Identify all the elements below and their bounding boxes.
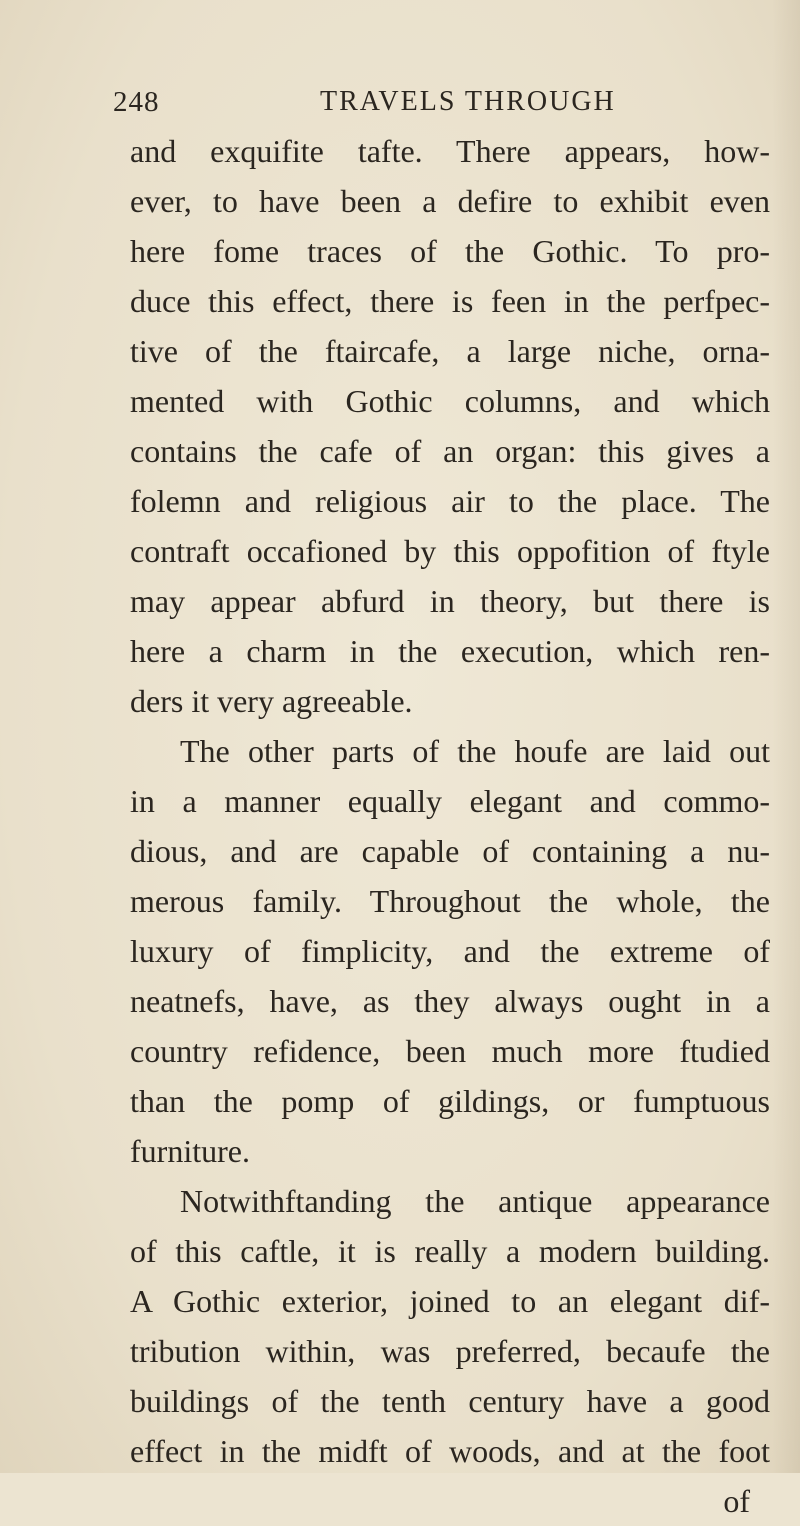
text-line: merous family. Throughout the whole, the xyxy=(130,883,770,919)
text-line: here fome traces of the Gothic. To pro- xyxy=(130,233,770,269)
text-line: ever, to have been a defire to exhibit even xyxy=(130,183,770,219)
page-edge-shadow xyxy=(772,0,800,1473)
text-line: of this caftle, it is really a modern building. xyxy=(130,1233,770,1269)
text-line: and exquifite tafte. There appears, how- xyxy=(130,133,770,169)
catchword: of xyxy=(723,1483,750,1519)
text-line: Notwithftanding the antique appearance xyxy=(180,1183,770,1219)
page-header xyxy=(113,86,673,126)
text-line: duce this effect, there is feen in the perfpec- xyxy=(130,283,770,319)
text-line: tribution within, was preferred, becaufe the xyxy=(130,1333,770,1369)
text-line: in a manner equally elegant and commo- xyxy=(130,783,770,819)
text-line: effect in the midft of woods, and at the foot xyxy=(130,1433,770,1469)
body-text xyxy=(130,126,770,1526)
text-line: ders it very agreeable. xyxy=(130,683,413,719)
text-line: may appear abfurd in theory, but there is xyxy=(130,583,770,619)
text-line: The other parts of the houfe are laid out xyxy=(180,733,770,769)
text-line: contains the cafe of an organ: this gives a xyxy=(130,433,770,469)
text-line: A Gothic exterior, joined to an elegant dif- xyxy=(130,1283,770,1319)
text-line: furniture. xyxy=(130,1133,250,1169)
text-line: dious, and are capable of containing a nu- xyxy=(130,833,770,869)
text-line: here a charm in the execution, which ren- xyxy=(130,633,770,669)
text-line: tive of the ftaircafe, a large niche, orna- xyxy=(130,333,770,369)
text-line: mented with Gothic columns, and which xyxy=(130,383,770,419)
running-head: TRAVELS THROUGH xyxy=(320,86,616,117)
text-line: neatnefs, have, as they always ought in a xyxy=(130,983,770,1019)
text-line: luxury of fimplicity, and the extreme of xyxy=(130,933,770,969)
page-number: 248 xyxy=(113,86,160,118)
text-line: country refidence, been much more ftudied xyxy=(130,1033,770,1069)
text-line: folemn and religious air to the place. The xyxy=(130,483,770,519)
text-line: than the pomp of gildings, or fumptuous xyxy=(130,1083,770,1119)
text-line: buildings of the tenth century have a good xyxy=(130,1383,770,1419)
text-line: contraft occafioned by this oppofition of ftyle xyxy=(130,533,770,569)
